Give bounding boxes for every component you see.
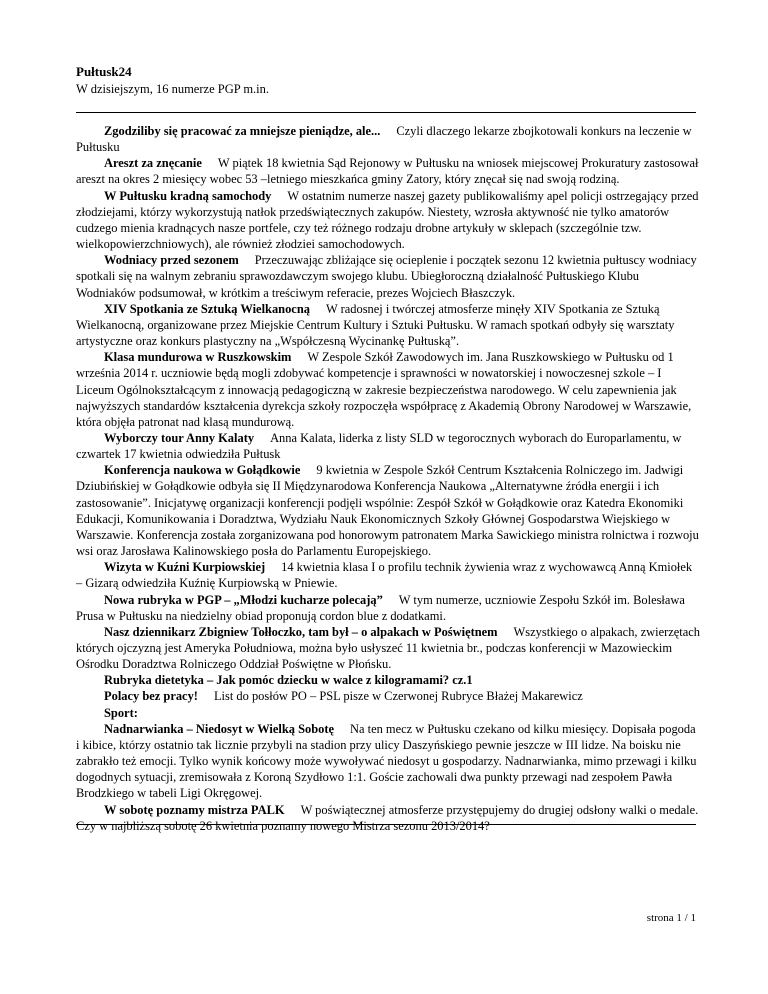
news-item <box>76 252 700 300</box>
header-divider <box>76 112 696 113</box>
news-item <box>76 188 700 253</box>
news-summary: Wszystkiego o alpakach, zwierzętach których ojczyzną jest Ameryka Południowa, można było usłyszeć 11 kwietnia br., podczas konferencji w Mazowieckim Ośrodku Doradztwa Rolniczego Oddział Poświętne w Płońsku. <box>76 624 701 672</box>
news-item <box>76 802 700 834</box>
news-summary: List do posłów PO – PSL pisze w Czerwonej Rubryce Błażej Makarewicz <box>213 689 583 704</box>
news-item <box>76 301 700 349</box>
page-number: strona 1 / 1 <box>646 912 696 924</box>
section-heading-sport <box>76 705 700 721</box>
news-headline: Polacy bez pracy! <box>104 689 198 704</box>
news-item <box>76 349 700 430</box>
news-summary: W tym numerze, uczniowie Zespołu Szkół im. Bolesława Prusa w Pułtusku na niedzielny obiad proponują cordon blue z dodatkami. <box>76 592 685 623</box>
news-list <box>76 123 700 834</box>
news-item <box>76 559 700 591</box>
page-subtitle: W dzisiejszym, 16 numerze PGP m.in. <box>76 82 270 96</box>
news-headline: XIV Spotkania ze Sztuką Wielkanocną <box>104 301 310 316</box>
news-item <box>76 592 700 624</box>
news-item <box>76 462 700 559</box>
news-item <box>76 624 700 672</box>
footer-divider <box>76 824 696 825</box>
news-headline: Sport: <box>104 705 138 720</box>
news-summary: 14 kwietnia klasa I o profilu technik żywienia wraz z wychowawcą Anną Kmiołek – Gizarą odwiedziła Kuźnię Kurpiowską w Pniewie. <box>76 560 693 591</box>
news-summary: W Zespole Szkół Zawodowych im. Jana Ruszkowskiego w Pułtusku od 1 września 2014 r. uczniowie będą mogli zdobywać kompetencje i sprawności w nowatorskiej i nowoczesnej szkole – I Liceum Ogólnokształcącym z innowacją pedagogiczną w zakresie bezpieczeństwa narodowego. W celu zapewnienia jak najwyższych standardów kształcenia dyrekcja szkoły rozpoczęła współpracę z Akademią Obrony Narodowej w Warszawie, która objęła patronat nad klasą mundurową. <box>76 350 692 429</box>
news-summary: W ostatnim numerze naszej gazety publikowaliśmy apel policji ostrzegający przed złodziejami, którzy wykorzystują natłok przedświątecznych zakupów. Niestety, wzrosła aktywność nie tylko amatorów cudzego mienia kradnących nasze portfele, czy też różnego rodzaju drobne artykuły w sklepach (szczególnie tzw. wielkopowierzchniowych), ale również złodziei samochodowych. <box>76 188 699 252</box>
news-summary: W poświątecznej atmosferze przystępujemy do drugiej odsłony walki o medale. Czy w najbliższą sobotę 26 kwietnia poznamy nowego Mistrza sezonu 2013/2014? <box>76 802 699 833</box>
news-item <box>76 721 700 802</box>
news-headline: Nowa rubryka w PGP – „Młodzi kucharze polecają” <box>104 592 383 607</box>
news-headline: Konferencja naukowa w Gołądkowie <box>104 463 301 478</box>
news-summary: W piątek 18 kwietnia Sąd Rejonowy w Pułtusku na wniosek miejscowej Prokuratury zastosował areszt na okres 2 miesięcy wobec 53 –letniego mieszkańca gminy Zatory, który znęcał się nad swoją rodziną. <box>76 156 699 187</box>
news-summary: 9 kwietnia w Zespole Szkół Centrum Kształcenia Rolniczego im. Jadwigi Dziubińskiej w Gołądkowie odbyła się II Międzynarodowa Konferencja Naukowa „Alternatywne źródła energii i ich zastosowanie”. Inicjatywę organizacji konferencji podjęli wspólnie: Zespół Szkół w Gołądkowie oraz Katedra Ekonomiki Edukacji, Komunikowania i Doradztwa, Wydziału Nauk Ekonomicznych Szkoły Głównej Gospodarstwa Wiejskiego w Warszawie. Konferencja została zorganizowana pod honorowym patronatem Marka Sawickiego ministra rolnictwa i rozwoju wsi oraz Jarosława Kalinowskiego posła do Parlamentu Europejskiego. <box>76 463 699 559</box>
news-headline: Zgodziliby się pracować za mniejsze pieniądze, ale... <box>104 124 381 138</box>
news-summary: W radosnej i twórczej atmosferze minęły XIV Spotkania ze Sztuką Wielkanocną, organizowane przez Miejskie Centrum Kultury i Sztuki Pułtusku. W ramach spotkań odbyły się warsztaty artystyczne oraz konkurs plastyczny na „Współczesną Wycinankę Pułtuską”. <box>76 301 675 349</box>
news-headline: Wizyta w Kuźni Kurpiowskiej <box>104 560 266 575</box>
news-summary: Na ten mecz w Pułtusku czekano od kilku miesięcy. Dopisała pogoda i kibice, którzy ostatnio tak licznie przybyli na stadion przy ulicy Daszyńskiego pewnie jeszcze w III lidze. Na boisku nie zabrakło też emocji. Tylko wynik końcowy może wywoływać niedosyt u gospodarzy. Nadnarwianka, mimo przewagi i kilku dogodnych sytuacji, zremisowała z Koroną Szydłowo 1:1. Goście zachowali dwa punkty przewagi nad zespołem Pawła Brodzkiego w tabeli Ligi Okręgowej. <box>76 721 697 801</box>
news-headline: Klasa mundurowa w Ruszkowskim <box>104 350 292 365</box>
document-header <box>76 64 696 97</box>
news-summary: Przeczuwając zbliżające się ocieplenie i początek sezonu 12 kwietnia pułtuscy wodniacy spotkali się na walnym zebraniu sprawozdawczym swojego klubu. Ubiegłoroczną działalność Pułtuskiego Klubu Wodniaków podsumował, w krótkim a treściwym referacie, prezes Wojciech Błaszczyk. <box>76 253 697 300</box>
news-headline: Wyborczy tour Anny Kalaty <box>104 430 255 445</box>
news-headline: Rubryka dietetyka – Jak pomóc dziecku w walce z kilogramami? cz.1 <box>104 673 473 688</box>
page-title: Pułtusk24 <box>76 64 132 79</box>
news-headline: W sobotę poznamy mistrza PALK <box>104 802 285 817</box>
document-page <box>76 0 701 994</box>
news-headline: W Pułtusku kradną samochody <box>104 188 272 203</box>
news-headline: Nadnarwianka – Niedosyt w Wielką Sobotę <box>104 721 335 736</box>
news-item <box>76 155 700 187</box>
news-item <box>76 123 700 155</box>
news-item <box>76 672 700 688</box>
news-item <box>76 430 700 462</box>
news-summary: Czyli dlaczego lekarze zbojkotowali konkurs na leczenie w Pułtusku <box>76 124 692 155</box>
news-headline: Nasz dziennikarz Zbigniew Tołłoczko, tam był – o alpakach w Poświętnem <box>104 624 498 639</box>
news-headline: Areszt za znęcanie <box>104 156 202 171</box>
news-summary: Anna Kalata, liderka z listy SLD w tegorocznych wyborach do Europarlamentu, w czwartek 17 kwietnia odwiedziła Pułtusk <box>76 430 682 462</box>
news-item <box>76 688 700 704</box>
news-headline: Wodniacy przed sezonem <box>104 253 239 268</box>
